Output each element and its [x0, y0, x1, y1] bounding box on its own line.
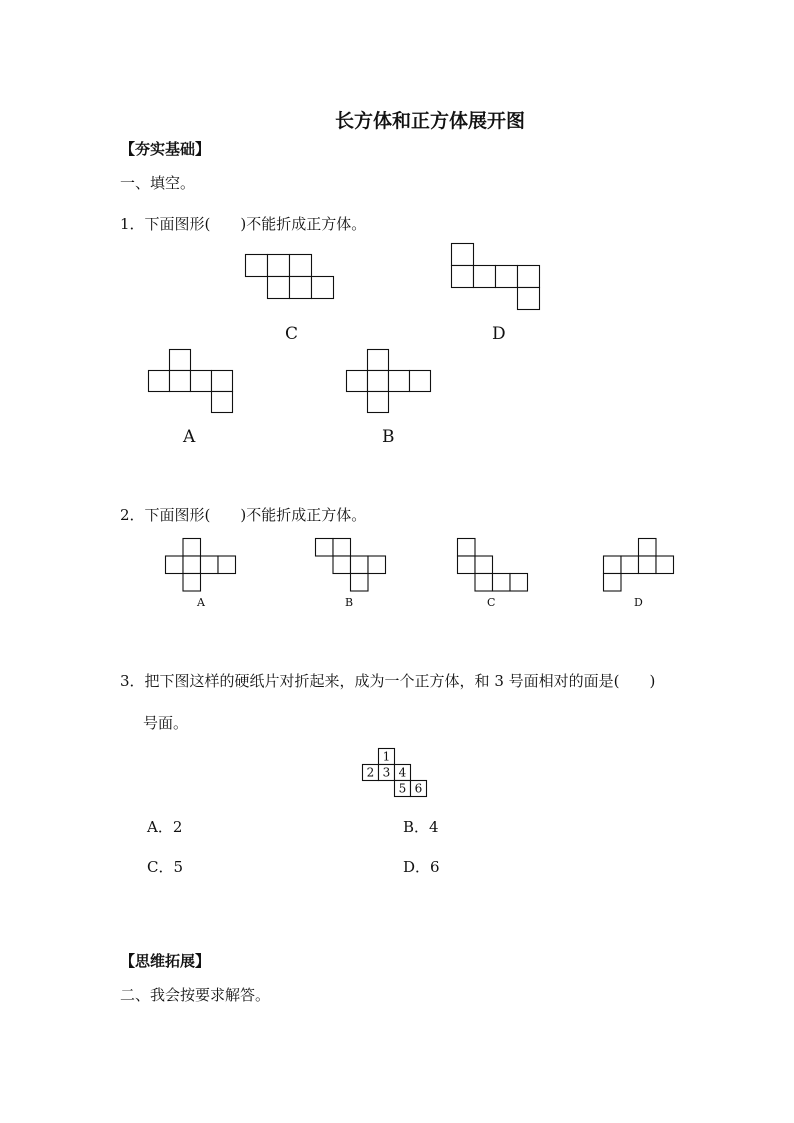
q3-choice-a: A．2	[147, 818, 183, 836]
q1-label-b: B	[382, 427, 395, 447]
part-two-heading: 二、我会按要求解答。	[120, 986, 271, 1004]
net-square	[351, 556, 369, 574]
part-one-heading: 一、填空。	[120, 174, 196, 192]
net-square	[166, 556, 184, 574]
net-square	[149, 371, 170, 392]
net-square	[621, 556, 639, 574]
net-square	[212, 392, 233, 413]
net-face-number: 1	[382, 749, 391, 764]
net-square	[316, 539, 334, 557]
net-square	[368, 392, 389, 413]
net-face-number: 3	[382, 765, 391, 780]
q1-net-a	[148, 349, 234, 414]
q3-numbered-net	[362, 748, 434, 798]
page-title: 长方体和正方体展开图	[335, 110, 526, 132]
section-heading-extension: 【思维拓展】	[120, 952, 211, 970]
net-square	[639, 556, 657, 574]
net-square	[290, 277, 312, 299]
net-square	[493, 574, 511, 592]
net-square	[347, 371, 368, 392]
net-square	[333, 539, 351, 557]
net-square	[474, 266, 496, 288]
net-square	[496, 266, 518, 288]
q3-stem-continued: 号面。	[143, 714, 189, 732]
q3-stem: 3．把下图这样的硬纸片对折起来，成为一个正方体，和 3 号面相对的面是( )	[120, 672, 656, 690]
q1-label-d: D	[492, 324, 506, 344]
net-square	[639, 539, 657, 557]
net-square	[410, 371, 431, 392]
net-square	[183, 539, 201, 557]
q2-net-b	[315, 538, 387, 592]
q2-net-a	[165, 538, 237, 592]
net-square	[389, 371, 410, 392]
q3-choice-c: C．5	[147, 858, 184, 876]
net-square	[312, 277, 334, 299]
q2-net-d	[603, 538, 675, 592]
net-square	[475, 574, 493, 592]
net-square	[452, 244, 474, 266]
net-square	[368, 371, 389, 392]
net-square	[604, 574, 622, 592]
net-square	[183, 574, 201, 592]
q3-choice-b: B．4	[403, 818, 439, 836]
q1-stem: 1．下面图形( )不能折成正方体。	[120, 215, 367, 233]
net-square	[604, 556, 622, 574]
net-square	[368, 350, 389, 371]
net-square	[518, 288, 540, 310]
net-square	[458, 556, 476, 574]
net-square	[510, 574, 528, 592]
q2-stem: 2．下面图形( )不能折成正方体。	[120, 506, 367, 524]
q2-label-b: B	[345, 596, 354, 609]
net-square	[191, 371, 212, 392]
q1-label-c: C	[285, 324, 299, 344]
net-square	[475, 556, 493, 574]
net-square	[351, 574, 369, 592]
net-square	[656, 556, 674, 574]
q1-label-a: A	[183, 427, 196, 447]
net-square	[170, 350, 191, 371]
net-square	[452, 266, 474, 288]
net-square	[290, 255, 312, 277]
net-square	[268, 255, 290, 277]
q1-net-b	[346, 349, 432, 414]
section-heading-basics: 【夯实基础】	[120, 140, 211, 158]
q2-net-c	[457, 538, 529, 592]
net-square	[333, 556, 351, 574]
net-square	[518, 266, 540, 288]
q1-net-c	[245, 254, 335, 300]
q3-choice-d: D．6	[403, 858, 440, 876]
q2-label-d: D	[634, 596, 643, 609]
net-square	[218, 556, 236, 574]
q2-label-c: C	[487, 596, 496, 609]
net-square	[212, 371, 233, 392]
net-square	[268, 277, 290, 299]
net-face-number: 4	[398, 765, 407, 780]
net-face-number: 2	[366, 765, 375, 780]
q2-label-a: A	[197, 596, 205, 609]
net-face-number: 5	[398, 781, 407, 796]
net-square	[183, 556, 201, 574]
net-square	[170, 371, 191, 392]
q1-net-d	[451, 243, 541, 311]
net-face-number: 6	[414, 781, 423, 796]
net-square	[201, 556, 219, 574]
net-square	[246, 255, 268, 277]
net-square	[458, 539, 476, 557]
net-square	[368, 556, 386, 574]
